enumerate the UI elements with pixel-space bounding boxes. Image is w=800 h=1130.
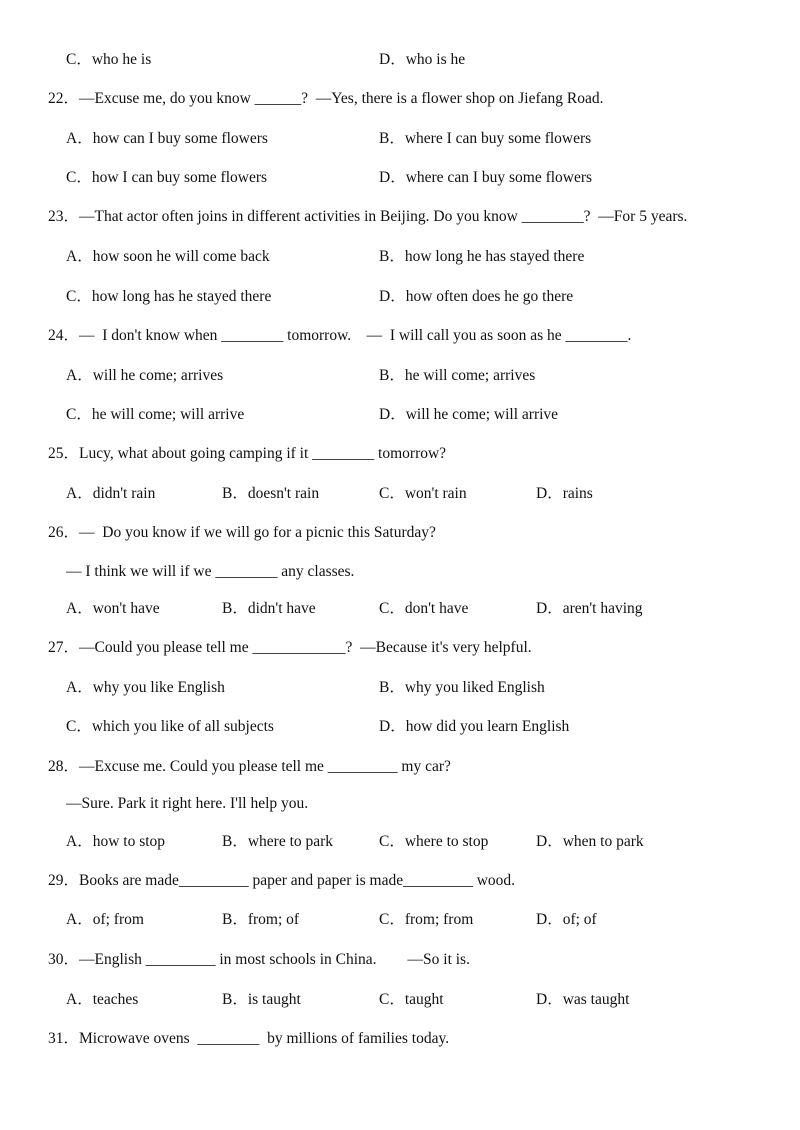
q30-option-a: A．teaches: [66, 991, 139, 1008]
q30-stem: 30．—English _________ in most schools in China. —So it is.: [48, 951, 470, 968]
q25-stem: 25．Lucy, what about going camping if it ________ tomorrow?: [48, 445, 447, 462]
q23-option-d: D．how often does he go there: [379, 288, 574, 305]
q24-option-c: C．he will come; will arrive: [66, 406, 245, 423]
q25-option-a: A．didn't rain: [66, 485, 156, 502]
q23-option-a: A．how soon he will come back: [66, 248, 270, 265]
q28-option-a: A．how to stop: [66, 833, 166, 850]
q30-option-b: B．is taught: [222, 991, 301, 1008]
q26-option-a: A．won't have: [66, 600, 160, 617]
q28-option-b: B．where to park: [222, 833, 334, 850]
q23-option-b: B．how long he has stayed there: [379, 248, 585, 265]
q30-option-c: C．taught: [379, 991, 444, 1008]
q24-option-d: D．will he come; will arrive: [379, 406, 559, 423]
q22-stem: 22．—Excuse me, do you know ______? —Yes, there is a flower shop on Jiefang Road.: [48, 90, 604, 107]
q23-option-c: C．how long has he stayed there: [66, 288, 272, 305]
q26-option-b: B．didn't have: [222, 600, 316, 617]
q24-stem: 24．— I don't know when ________ tomorrow. — I will call you as soon as he ________.: [48, 327, 632, 344]
q29-option-c: C．from; from: [379, 911, 474, 928]
q22-option-b: B．where I can buy some flowers: [379, 130, 592, 147]
q24-option-a: A．will he come; arrives: [66, 367, 224, 384]
q28-stem-reply: —Sure. Park it right here. I'll help you.: [66, 795, 309, 812]
q27-option-c: C．which you like of all subjects: [66, 718, 274, 735]
q30-option-d: D．was taught: [536, 991, 630, 1008]
q27-stem: 27．—Could you please tell me ____________? —Because it's very helpful.: [48, 639, 532, 656]
q29-option-d: D．of; of: [536, 911, 597, 928]
q21-option-d: D．who is he: [379, 51, 466, 68]
q31-stem: 31．Microwave ovens ________ by millions of families today.: [48, 1030, 450, 1047]
q29-stem: 29．Books are made_________ paper and paper is made_________ wood.: [48, 872, 516, 889]
q22-option-d: D．where can I buy some flowers: [379, 169, 593, 186]
q21-option-c: C．who he is: [66, 51, 152, 68]
q22-option-a: A．how can I buy some flowers: [66, 130, 268, 147]
q27-option-d: D．how did you learn English: [379, 718, 570, 735]
q23-stem: 23．—That actor often joins in different activities in Beijing. Do you know ________? —For 5 years.: [48, 208, 688, 225]
q22-option-c: C．how I can buy some flowers: [66, 169, 268, 186]
q26-option-d: D．aren't having: [536, 600, 643, 617]
q25-option-d: D．rains: [536, 485, 593, 502]
q25-option-c: C．won't rain: [379, 485, 467, 502]
q25-option-b: B．doesn't rain: [222, 485, 320, 502]
q28-stem: 28．—Excuse me. Could you please tell me _________ my car?: [48, 758, 451, 775]
q28-option-c: C．where to stop: [379, 833, 489, 850]
q26-option-c: C．don't have: [379, 600, 469, 617]
q28-option-d: D．when to park: [536, 833, 644, 850]
q27-option-b: B．why you liked English: [379, 679, 545, 696]
q29-option-a: A．of; from: [66, 911, 144, 928]
q27-option-a: A．why you like English: [66, 679, 225, 696]
q26-stem-reply: — I think we will if we ________ any classes.: [66, 563, 355, 580]
q29-option-b: B．from; of: [222, 911, 300, 928]
q26-stem: 26．— Do you know if we will go for a picnic this Saturday?: [48, 524, 436, 541]
q24-option-b: B．he will come; arrives: [379, 367, 536, 384]
